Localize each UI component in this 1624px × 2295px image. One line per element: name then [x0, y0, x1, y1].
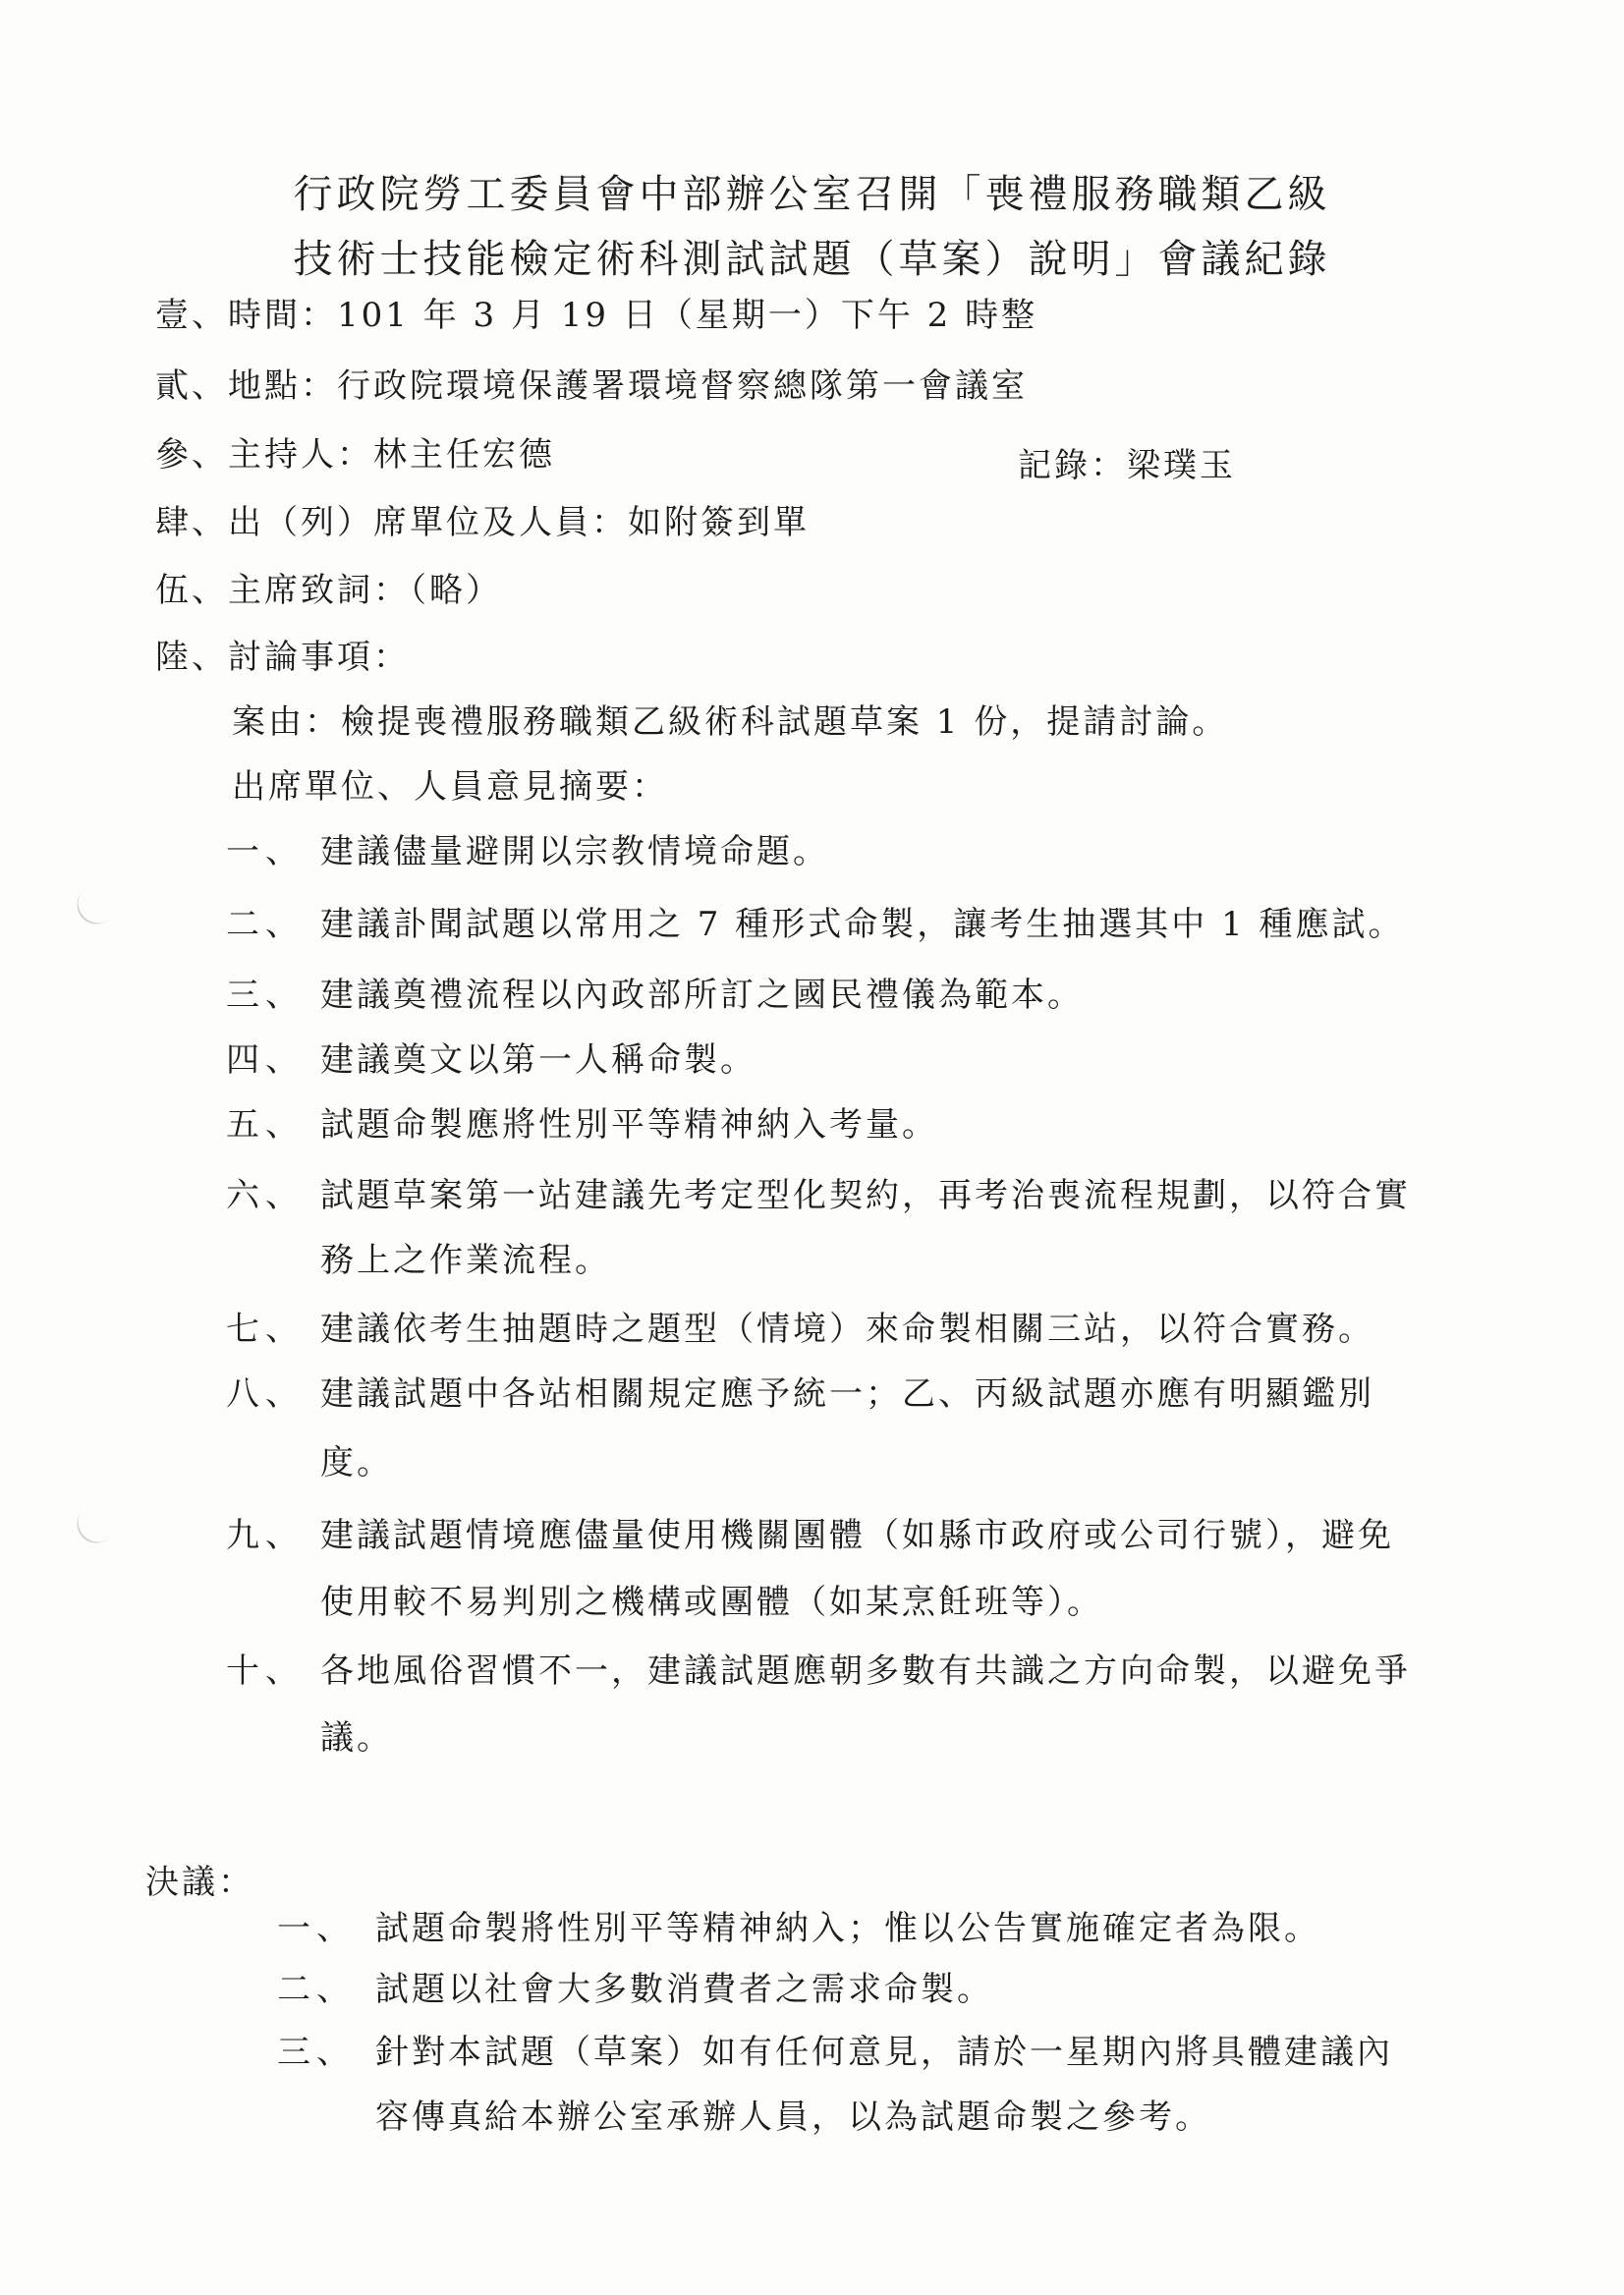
discussion-item-number: 二、 [226, 905, 305, 944]
discussion-item-text: 建議奠文以第一人稱命製。 [320, 1040, 756, 1080]
resolution-item-text: 試題以社會大多數消費者之需求命製。 [375, 1970, 993, 2009]
discussion-item-number: 四、 [226, 1040, 305, 1080]
discussion-item-number: 九、 [226, 1516, 305, 1555]
discussion-item-text: 試題草案第一站建議先考定型化契約，再考治喪流程規劃，以符合實 [320, 1176, 1411, 1215]
discussion-item-text: 建議試題中各站相關規定應予統一；乙、丙級試題亦應有明顯鑑別 [320, 1374, 1374, 1414]
discussion-summary-label: 出席單位、人員意見摘要： [232, 767, 668, 807]
title-line-2: 技術士技能檢定術科測試試題（草案）說明」會議紀錄 [293, 237, 1331, 282]
discussion-item-number: 八、 [226, 1374, 305, 1414]
discussion-item-text: 各地風俗習慣不一，建議試題應朝多數有共識之方向命製，以避免爭 [320, 1651, 1411, 1691]
title-line-1: 行政院勞工委員會中部辦公室召開「喪禮服務職類乙級 [293, 172, 1331, 217]
punch-hole-mark [69, 1494, 126, 1551]
resolution-item-number: 三、 [277, 2033, 356, 2072]
discussion-item-text: 議。 [320, 1718, 393, 1758]
section-time: 壹、時間：101 年 3 月 19 日（星期一）下午 2 時整 [155, 296, 1038, 335]
section-discussion: 陸、討論事項： [155, 638, 410, 677]
section-chair: 參、主持人：林主任宏德 [155, 435, 555, 475]
section-speech: 伍、主席致詞：（略） [155, 571, 502, 610]
resolution-item-number: 二、 [277, 1970, 356, 2009]
discussion-item-text: 建議奠禮流程以內政部所訂之國民禮儀為範本。 [320, 976, 1084, 1015]
section-place: 貳、地點：行政院環境保護署環境督察總隊第一會議室 [155, 366, 1028, 406]
discussion-item-text: 建議訃聞試題以常用之 7 種形式命製，讓考生抽選其中 1 種應試。 [320, 905, 1405, 944]
section-recorder: 記錄：梁璞玉 [1018, 446, 1236, 485]
discussion-item-text: 建議試題情境應儘量使用機關團體（如縣市政府或公司行號），避免 [320, 1516, 1394, 1555]
discussion-item-number: 六、 [226, 1176, 305, 1215]
discussion-item-number: 一、 [226, 832, 305, 871]
discussion-item-text: 使用較不易判別之機構或團體（如某烹飪班等）。 [320, 1583, 1103, 1622]
resolution-item-text: 試題命製將性別平等精神納入；惟以公告實施確定者為限。 [375, 1909, 1320, 1948]
discussion-item-text: 務上之作業流程。 [320, 1241, 611, 1280]
discussion-item-text: 度。 [320, 1443, 393, 1483]
discussion-case: 案由：檢提喪禮服務職類乙級術科試題草案 1 份，提請討論。 [232, 702, 1229, 742]
discussion-item-number: 七、 [226, 1310, 305, 1349]
resolution-item-text: 容傳真給本辦公室承辦人員，以為試題命製之參考。 [375, 2098, 1211, 2137]
discussion-item-number: 十、 [226, 1651, 305, 1691]
discussion-item-number: 三、 [226, 976, 305, 1015]
section-attendees: 肆、出（列）席單位及人員：如附簽到單 [155, 503, 810, 542]
discussion-item-text: 建議依考生抽題時之題型（情境）來命製相關三站，以符合實務。 [320, 1310, 1374, 1349]
resolution-item-text: 針對本試題（草案）如有任何意見，請於一星期內將具體建議內 [375, 2033, 1393, 2072]
resolution-label: 決議： [145, 1863, 254, 1902]
discussion-item-text: 建議儘量避開以宗教情境命題。 [320, 832, 829, 871]
discussion-item-text: 試題命製應將性別平等精神納入考量。 [320, 1105, 938, 1145]
resolution-item-number: 一、 [277, 1909, 356, 1948]
discussion-item-number: 五、 [226, 1105, 305, 1145]
punch-hole-mark [69, 875, 126, 932]
